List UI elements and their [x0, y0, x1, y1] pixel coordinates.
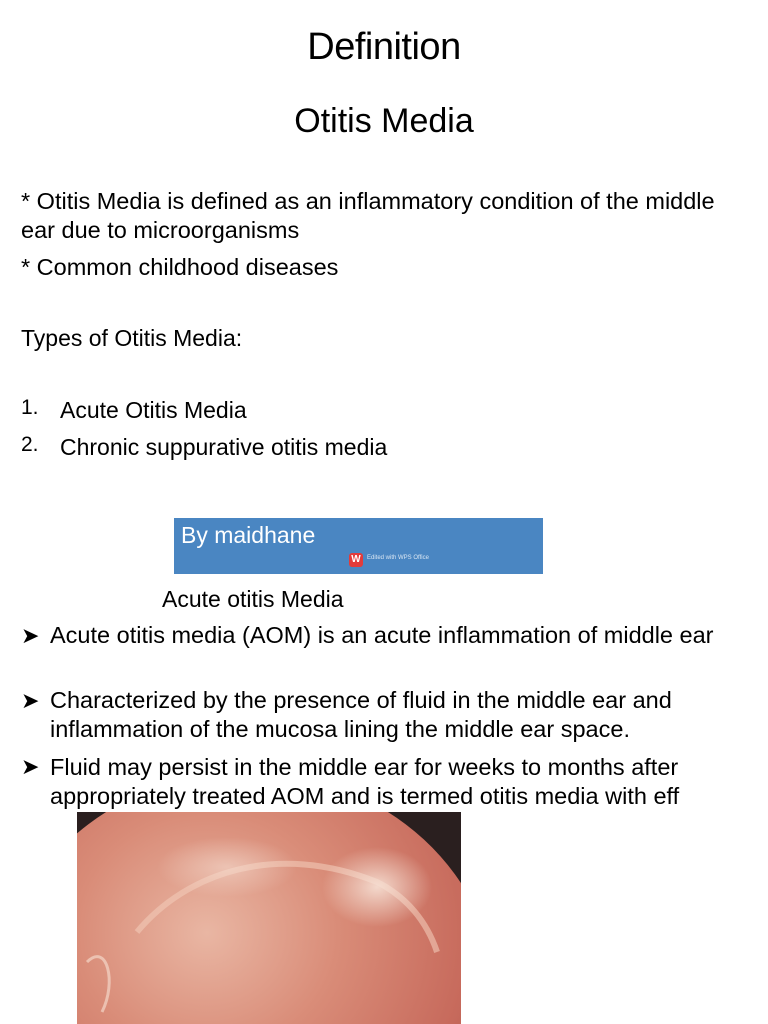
- watermark-text: Edited with WPS Office: [367, 555, 429, 561]
- definition-paragraph: * Otitis Media is defined as an inflammatory condition of the middle ear due to microorganisms: [21, 188, 715, 243]
- bullet-text: Fluid may persist in the middle ear for weeks to months after appropriately treated AOM and is termed otitis media with eff: [50, 754, 680, 809]
- types-heading: Types of Otitis Media:: [21, 325, 243, 351]
- arrow-bullet-icon: ➤: [21, 754, 40, 779]
- childhood-paragraph: * Common childhood diseases: [21, 254, 339, 280]
- arrow-bullet-icon: ➤: [21, 623, 40, 648]
- list-item: Chronic suppurative otitis media: [60, 434, 388, 460]
- author-banner: [174, 518, 543, 574]
- arrow-bullet-icon: ➤: [21, 688, 40, 713]
- wps-logo-icon: W: [349, 553, 363, 567]
- subtitle: Otitis Media: [294, 102, 474, 140]
- page-title: Definition: [307, 26, 461, 68]
- author-label: By maidhane: [181, 522, 316, 548]
- bullet-text: Acute otitis media (AOM) is an acute inflammation of middle ear: [50, 622, 714, 648]
- section-heading: Acute otitis Media: [162, 586, 344, 612]
- list-item: Acute Otitis Media: [60, 397, 247, 423]
- list-number: 1.: [21, 396, 39, 419]
- otoscope-photo: [77, 812, 461, 1024]
- list-number: 2.: [21, 433, 39, 456]
- bullet-text: Characterized by the presence of fluid in the middle ear and inflammation of the mucosa lining the middle ear space.: [50, 687, 672, 742]
- eardrum-image: [77, 812, 461, 1024]
